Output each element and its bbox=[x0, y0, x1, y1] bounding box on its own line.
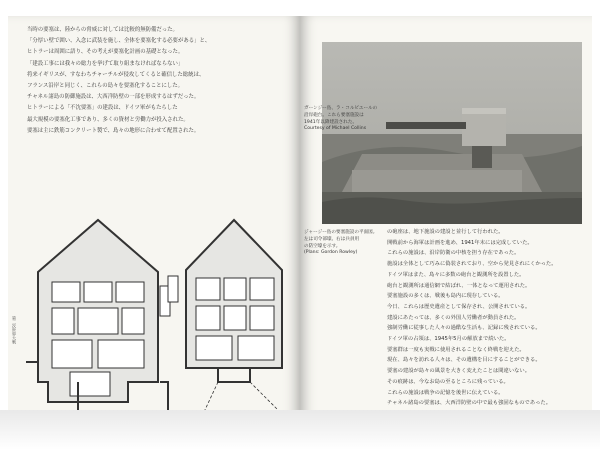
paragraph: ヒトラーは周囲に語り、その考えが要塞化計画の基礎となった。 bbox=[27, 49, 184, 56]
paragraph: これらの施設は、沿岸防衛の中核を担う存在であった。 bbox=[387, 250, 520, 257]
plan-caption: ジャージー島の要塞施設の平面図。 左は司令部壕、右は兵員用 の防空壕を示す。 (Plans: Gordon Rowley) bbox=[304, 230, 378, 256]
paragraph: 今日、これらは歴史遺産として保存され、公開されている。 bbox=[387, 303, 531, 310]
paragraph: 強制労働に従事した人々の過酷な生活も、記録に残されている。 bbox=[387, 325, 541, 332]
paragraph: 建設にあたっては、多くの外国人労働者が動員された。 bbox=[387, 314, 520, 321]
paragraph: 「建設工事には我々の総力を挙げて取り組まなければならない」 bbox=[27, 60, 184, 67]
floor-plan-right bbox=[168, 220, 282, 412]
paragraph: ヒトラーによる「不沈要塞」の建設は、ドイツ軍がもたらした bbox=[27, 105, 178, 112]
paragraph: 開戦前から海軍は計画を進め、1941年末には完成していた。 bbox=[387, 239, 533, 246]
paragraph: 要塞の建設が島々の風景を大きく変えたことは間違いない。 bbox=[387, 368, 531, 375]
right-page bbox=[300, 16, 592, 432]
paragraph: の砲座は、地下施設の建設と並行して行われた。 bbox=[387, 229, 504, 235]
paragraph: 要塞は主に鉄筋コンクリート製で、島々の地形に合わせて配置された。 bbox=[27, 127, 200, 134]
paragraph: 将来イギリスが、すなわちチャーチルが侵攻してくると確信した総統は、 bbox=[27, 71, 205, 78]
paragraph: 砲台と観測所は通信網で結ばれ、一体となって運用された。 bbox=[387, 282, 531, 289]
photo-caption: ガーンジー島、ラ・コルビエールの 沿岸砲台。これら要塞施設は 1941年以降建設された。 Courtesy of Michael Collins bbox=[304, 106, 378, 132]
paragraph: その痕跡は、今なお島の至るところに残っている。 bbox=[387, 378, 509, 385]
paragraph: チャネル諸島の防御施設は、大西洋防壁の一部を形成するはずだった。 bbox=[27, 94, 200, 101]
left-body-text bbox=[22, 26, 288, 138]
paragraph: ドイツ軍はまた、島々に多数の砲台と観測所を設置した。 bbox=[387, 271, 525, 278]
right-body-text bbox=[382, 228, 586, 421]
coastal-battery-photo bbox=[322, 42, 582, 224]
paragraph: 要塞施設の多くは、戦後も島内に現存している。 bbox=[387, 293, 504, 300]
paragraph: 最大規模の要塞化工事であり、多くの資材と労働力が投入された。 bbox=[27, 116, 189, 123]
paragraph: フランス沿岸と同じく、これらの島々を要塞化することにした。 bbox=[27, 83, 184, 90]
page-shadow bbox=[0, 410, 600, 450]
paragraph: 施設は全体として巧みに偽装されており、空から発見されにくかった。 bbox=[387, 261, 557, 268]
paragraph: 「分厚い壁で囲い、入念に武装を施し、全体を要塞化する必要がある」と、 bbox=[27, 38, 211, 45]
paragraph: 当時の要塞は、陸からの脅威に対しては比較的無防備だった。 bbox=[27, 27, 178, 33]
floor-plans-illustration bbox=[18, 212, 288, 422]
floor-plan-left bbox=[22, 220, 170, 412]
paragraph: 現在、島々を訪れる人々は、その遺構を目にすることができる。 bbox=[387, 357, 541, 364]
paragraph: 要塞群は一度も実戦に使用されることなく終戦を迎えた。 bbox=[387, 346, 525, 353]
paragraph: これらの施設は戦争の記憶を後世に伝えている。 bbox=[387, 389, 504, 396]
running-head: 第二次世界大戦 bbox=[12, 316, 17, 344]
paragraph: ドイツ軍の占領は、1945年5月の解放まで続いた。 bbox=[387, 336, 510, 343]
book-spread bbox=[8, 16, 592, 432]
paragraph: チャネル諸島の要塞は、大西洋防壁の中で最も強固なものであった。 bbox=[387, 400, 551, 407]
left-page bbox=[8, 16, 300, 432]
